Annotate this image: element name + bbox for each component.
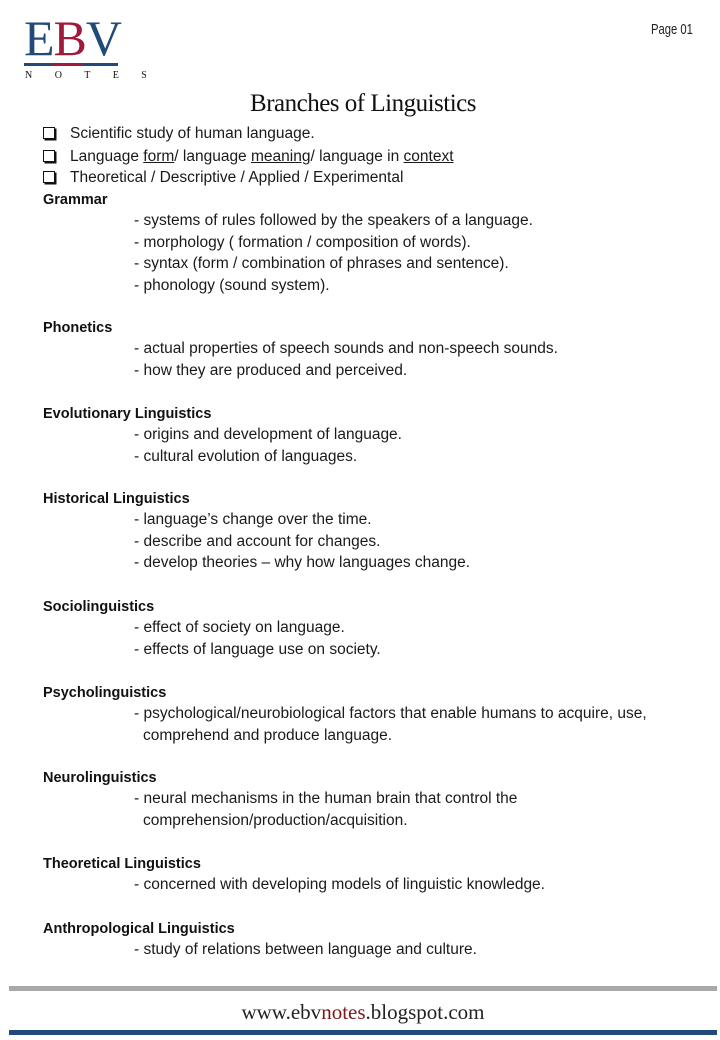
bullet-item [43, 168, 403, 188]
bullet-text: / language in [310, 148, 404, 165]
section-item: comprehension/production/acquisition. [143, 811, 408, 829]
section-heading: Grammar [43, 192, 108, 208]
logo-subtitle: N O T E S [25, 70, 157, 81]
section-item: - concerned with developing models of linguistic knowledge. [134, 876, 545, 893]
checkbox-bullet-icon [43, 171, 55, 183]
section-heading: Neurolinguistics [43, 770, 157, 786]
logo-letter-v: V [85, 10, 122, 66]
footer-url-highlight: notes [321, 1000, 366, 1024]
footer-url[interactable] [0, 999, 720, 1025]
section-item: - phonology (sound system). [134, 276, 330, 294]
ebv-notes-logo [24, 10, 157, 81]
footer-url-suffix: .blogspot.com [365, 1000, 485, 1024]
section-item: - cultural evolution of languages. [134, 447, 358, 465]
section-item: - describe and account for changes. [134, 532, 381, 550]
page-number: Page 01 [651, 21, 693, 38]
section-heading: Phonetics [43, 320, 113, 336]
section-heading: Psycholinguistics [43, 685, 167, 701]
section-heading: Anthropological Linguistics [43, 921, 235, 937]
section-item: - study of relations between language and culture. [134, 941, 477, 958]
page-title: Branches of Linguistics [250, 90, 476, 117]
bullet-text: Theoretical / Descriptive / Applied / Experimental [70, 169, 404, 186]
logo-letter-b: B [53, 10, 86, 66]
section-item: - systems of rules followed by the speakers of a language. [134, 212, 533, 229]
bullet-item [43, 147, 454, 167]
section-item: - syntax (form / combination of phrases and sentence). [134, 255, 509, 272]
section-item: - effects of language use on society. [134, 640, 381, 658]
underlined-term: context [403, 148, 454, 165]
underlined-term: meaning [251, 148, 311, 165]
bullet-text: / language [174, 148, 251, 165]
section-item: - effect of society on language. [134, 619, 345, 636]
section-item: - how they are produced and perceived. [134, 361, 408, 379]
section-item: - language’s change over the time. [134, 511, 372, 528]
checkbox-bullet-icon [43, 127, 55, 139]
logo-letter-e: E [24, 10, 54, 66]
bullet-text: Language [70, 148, 144, 165]
section-heading: Historical Linguistics [43, 491, 190, 507]
section-item: - actual properties of speech sounds and non-speech sounds. [134, 340, 558, 357]
bullet-text: Scientific study of human language. [70, 125, 315, 142]
section-heading: Sociolinguistics [43, 599, 155, 615]
section-item: - origins and development of language. [134, 426, 402, 443]
section-heading: Evolutionary Linguistics [43, 406, 212, 422]
logo-letters [24, 10, 122, 66]
section-item: comprehend and produce language. [143, 726, 393, 744]
section-item: - neural mechanisms in the human brain that control the [134, 790, 518, 807]
section-item: - develop theories – why how languages change. [134, 554, 471, 571]
footer-divider-blue [9, 1030, 717, 1035]
bullet-item [43, 124, 315, 144]
section-heading: Theoretical Linguistics [43, 856, 201, 872]
section-item: - psychological/neurobiological factors that enable humans to acquire, use, [134, 705, 647, 722]
footer-divider-gray [9, 986, 717, 991]
footer-url-prefix: www.ebv [241, 1000, 322, 1024]
section-item: - morphology ( formation / composition of words). [134, 233, 471, 251]
underlined-term: form [143, 148, 175, 165]
checkbox-bullet-icon [43, 150, 55, 162]
